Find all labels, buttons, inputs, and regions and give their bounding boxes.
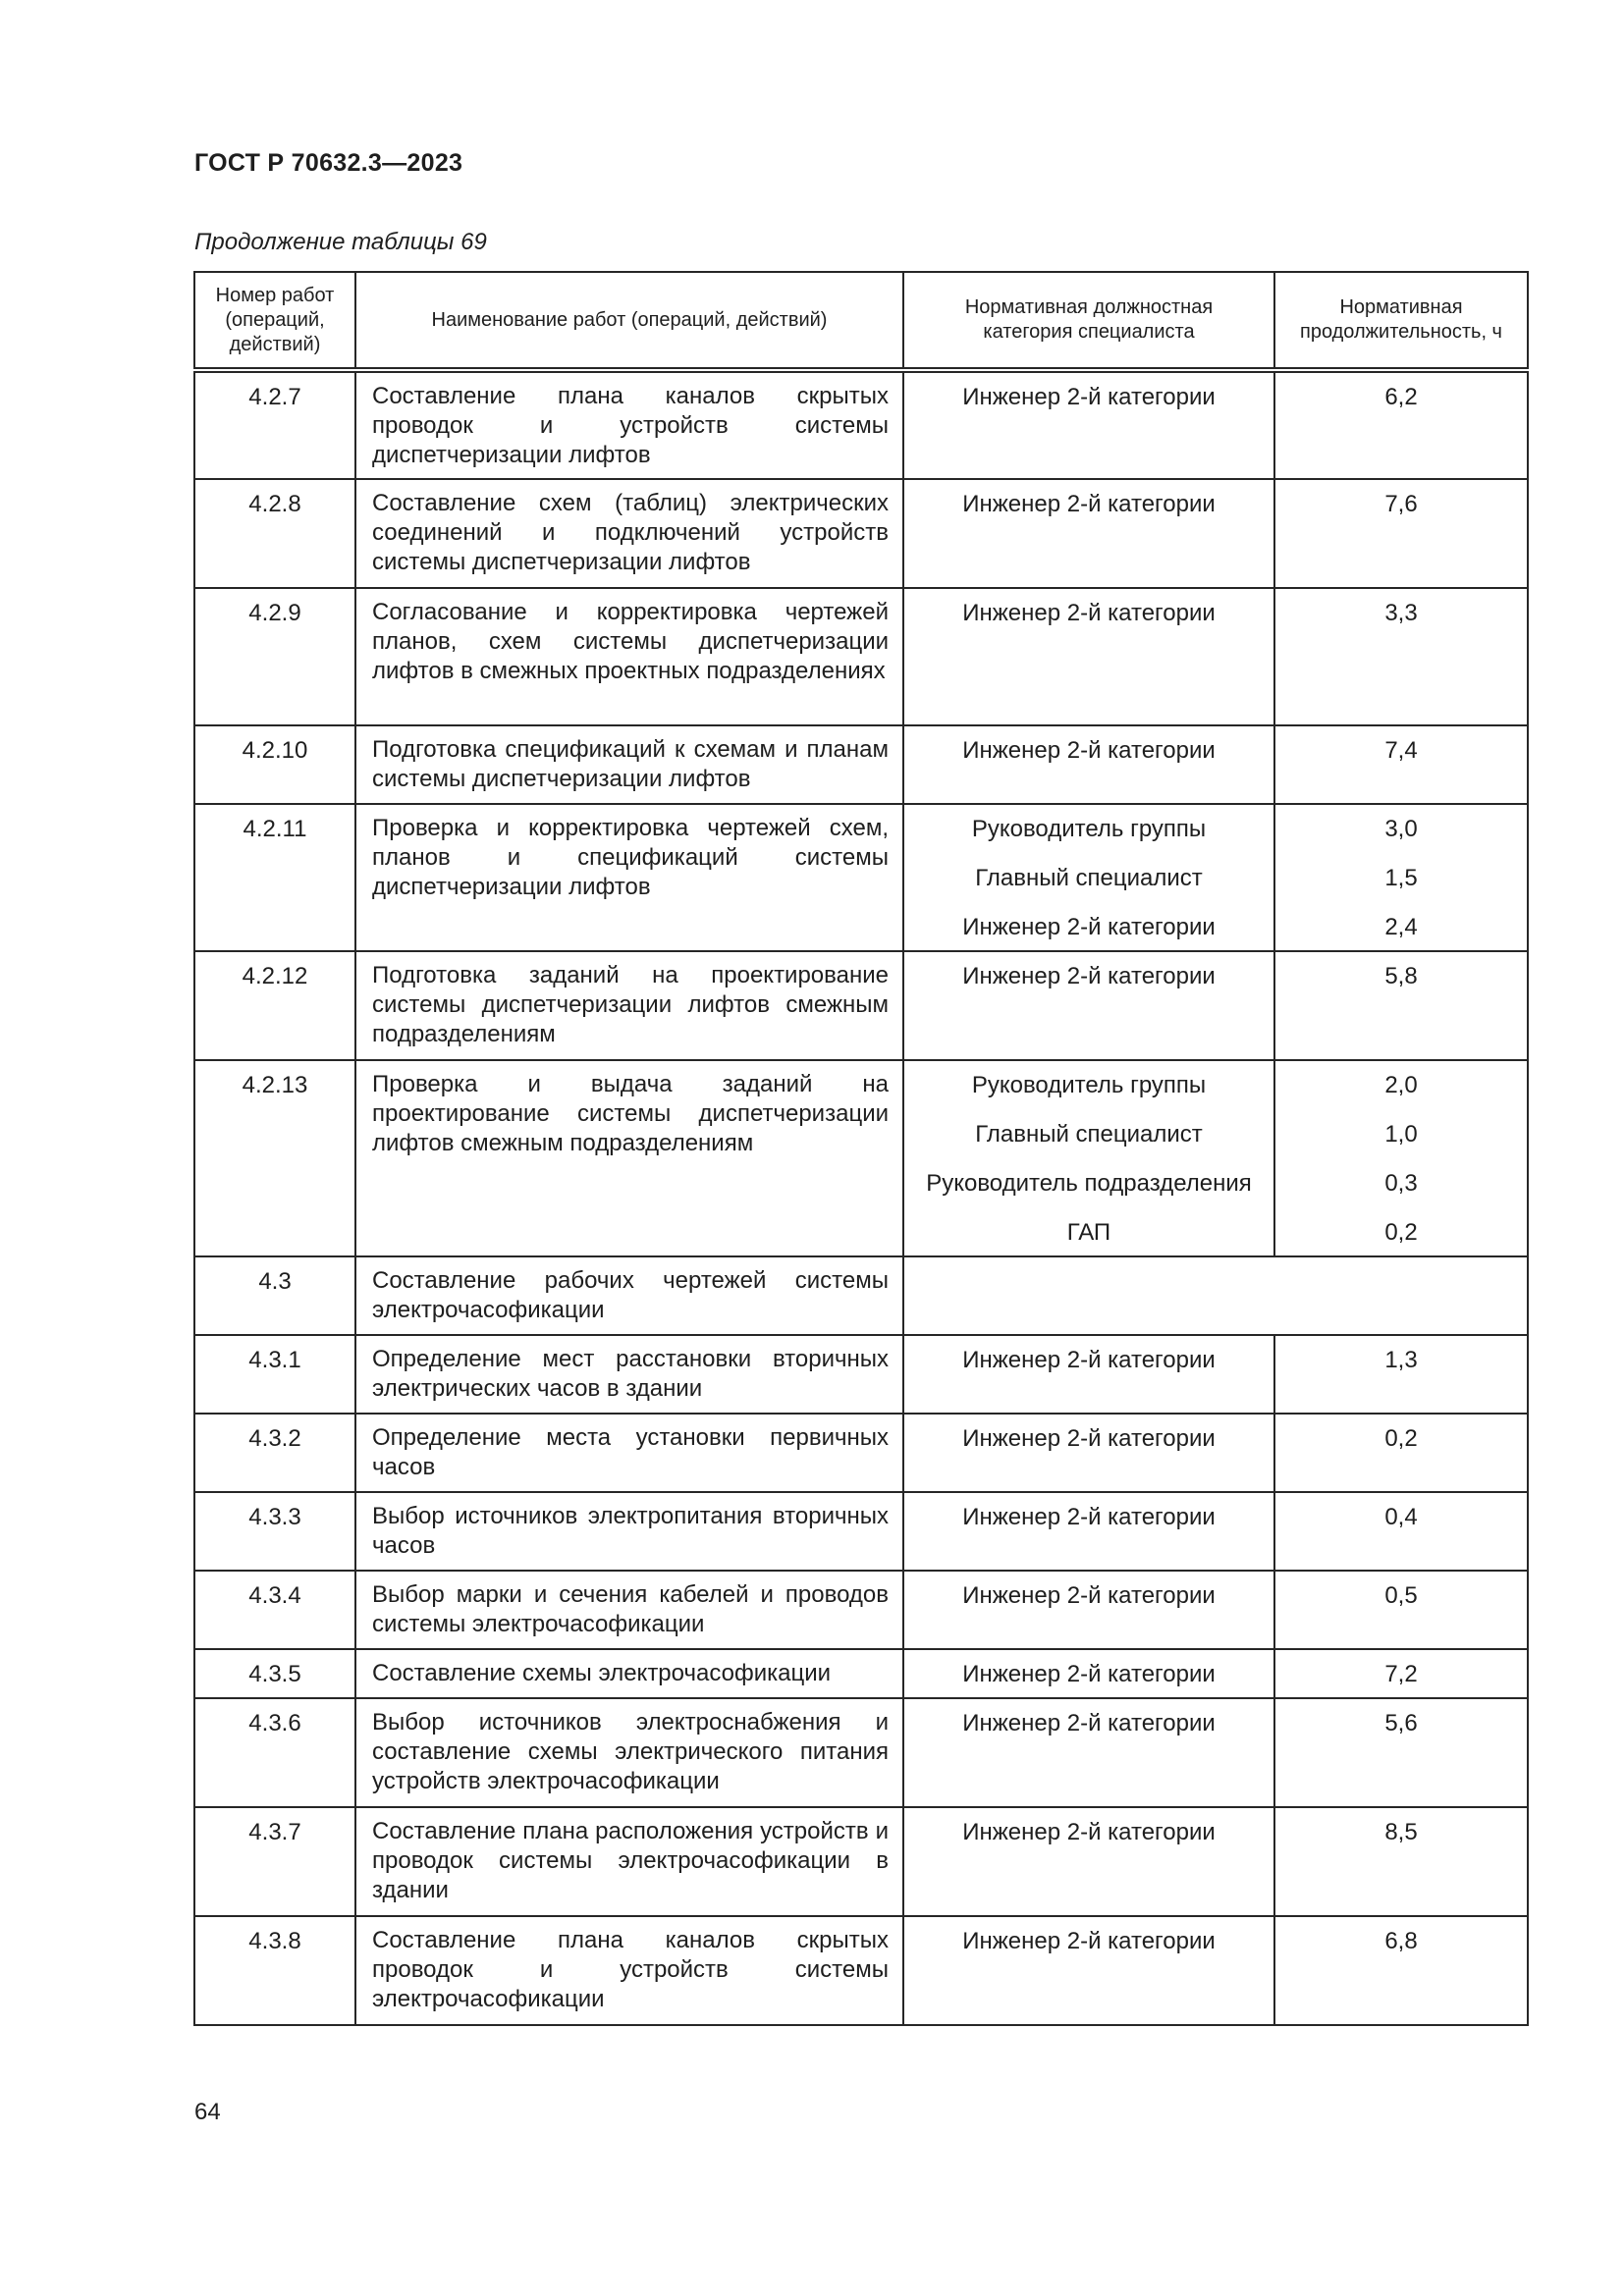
work-number: 4.3.6 [194,1698,355,1807]
specialist-category-line: Инженер 2-й категории [962,914,1216,940]
duration-hours [1274,370,1528,479]
specialist-category-line: Руководитель подразделения [926,1170,1252,1197]
table-row [194,1571,1528,1649]
work-number: 4.3.2 [194,1414,355,1492]
work-name: Выбор источников электропитания вторичных часов [355,1492,903,1571]
document-header: ГОСТ Р 70632.3—2023 [194,149,463,177]
work-number: 4.3 [194,1256,355,1335]
specialist-category-line: Главный специалист [975,1121,1203,1148]
table-section-row [194,1256,1528,1335]
duration-hours-line: 8,5 [1384,1819,1418,1845]
work-number: 4.2.12 [194,951,355,1060]
duration-hours [1274,479,1528,588]
specialist-category [903,1414,1274,1492]
work-number: 4.2.8 [194,479,355,588]
table-row [194,1649,1528,1698]
duration-hours-line: 1,0 [1384,1121,1418,1148]
table-row [194,479,1528,588]
work-name: Составление схемы электрочасофикации [355,1649,903,1698]
work-name: Подготовка заданий на проектирование системы диспетчеризации лифтов смежным подразделениям [355,951,903,1060]
table-row [194,1492,1528,1571]
work-name: Составление плана расположения устройств и проводок системы электрочасофикации в здании [355,1807,903,1916]
duration-hours-line: 7,4 [1384,737,1418,764]
specialist-category-line: Инженер 2-й категории [962,1928,1216,1954]
duration-hours-line: 0,2 [1384,1425,1418,1452]
work-name: Согласование и корректировка чертежей планов, схем системы диспетчеризации лифтов в смежных проектных подразделениях [355,588,903,725]
duration-hours-line: 5,6 [1384,1710,1418,1736]
specialist-category-line: Инженер 2-й категории [962,1710,1216,1736]
duration-hours-line: 0,4 [1384,1504,1418,1530]
duration-hours-line: 0,5 [1384,1582,1418,1609]
work-number: 4.3.8 [194,1916,355,2025]
duration-hours-line: 2,4 [1384,914,1418,940]
work-name: Проверка и выдача заданий на проектирование системы диспетчеризации лифтов смежным подразделениям [355,1060,903,1256]
work-number: 4.3.4 [194,1571,355,1649]
table-row [194,725,1528,804]
empty-merged-cell [903,1256,1528,1335]
duration-hours [1274,588,1528,725]
work-number: 4.2.10 [194,725,355,804]
table-caption: Продолжение таблицы 69 [194,229,487,255]
column-header-number: Номер работ (операций, действий) [194,272,355,370]
column-header-category: Нормативная должностная категория специалиста [903,272,1274,370]
duration-hours-line: 1,3 [1384,1347,1418,1373]
specialist-category [903,725,1274,804]
column-header-duration: Нормативная продолжительность, ч [1274,272,1528,370]
specialist-category-line: Инженер 2-й категории [962,737,1216,764]
specialist-category [903,1492,1274,1571]
norms-table [193,271,1529,2026]
duration-hours [1274,1335,1528,1414]
specialist-category-line: ГАП [1066,1219,1111,1246]
specialist-category-line: Инженер 2-й категории [962,1582,1216,1609]
work-name: Составление рабочих чертежей системы электрочасофикации [355,1256,903,1335]
specialist-category-line: Инженер 2-й категории [962,1661,1216,1687]
work-name: Проверка и корректировка чертежей схем, планов и спецификаций системы диспетчеризации лифтов [355,804,903,951]
specialist-category-line: Инженер 2-й категории [962,963,1216,989]
duration-hours-line: 0,2 [1384,1219,1418,1246]
work-number: 4.3.5 [194,1649,355,1698]
work-name: Определение места установки первичных часов [355,1414,903,1492]
specialist-category-line: Инженер 2-й категории [962,1347,1216,1373]
page-number: 64 [194,2099,221,2125]
work-number: 4.2.9 [194,588,355,725]
work-number: 4.2.13 [194,1060,355,1256]
table-row [194,804,1528,951]
specialist-category [903,1060,1274,1256]
work-name: Составление плана каналов скрытых проводок и устройств системы диспетчеризации лифтов [355,370,903,479]
work-name: Составление плана каналов скрытых проводок и устройств системы электрочасофикации [355,1916,903,2025]
duration-hours [1274,1698,1528,1807]
specialist-category [903,370,1274,479]
duration-hours [1274,1807,1528,1916]
specialist-category [903,1807,1274,1916]
specialist-category-line: Инженер 2-й категории [962,1425,1216,1452]
duration-hours-line: 3,3 [1384,600,1418,626]
specialist-category-line: Инженер 2-й категории [962,384,1216,410]
specialist-category [903,1916,1274,2025]
specialist-category [903,804,1274,951]
specialist-category [903,588,1274,725]
duration-hours [1274,804,1528,951]
duration-hours-line: 2,0 [1384,1072,1418,1098]
duration-hours [1274,1060,1528,1256]
duration-hours [1274,951,1528,1060]
duration-hours [1274,1414,1528,1492]
duration-hours [1274,1571,1528,1649]
duration-hours [1274,1492,1528,1571]
specialist-category [903,1571,1274,1649]
work-name: Выбор источников электроснабжения и составление схемы электрического питания устройств электрочасофикации [355,1698,903,1807]
work-number: 4.3.1 [194,1335,355,1414]
duration-hours-line: 1,5 [1384,865,1418,891]
table-header-row [194,272,1528,370]
work-number: 4.2.7 [194,370,355,479]
duration-hours [1274,725,1528,804]
table-row [194,1698,1528,1807]
specialist-category-line: Главный специалист [975,865,1203,891]
specialist-category-line: Руководитель группы [971,816,1207,842]
duration-hours-line: 0,3 [1384,1170,1418,1197]
specialist-category [903,1649,1274,1698]
table-body [194,370,1528,2025]
table-row [194,1916,1528,2025]
specialist-category [903,1698,1274,1807]
duration-hours [1274,1916,1528,2025]
specialist-category [903,951,1274,1060]
duration-hours-line: 5,8 [1384,963,1418,989]
work-number: 4.3.7 [194,1807,355,1916]
duration-hours-line: 3,0 [1384,816,1418,842]
specialist-category-line: Инженер 2-й категории [962,491,1216,517]
duration-hours-line: 6,2 [1384,384,1418,410]
work-name: Подготовка спецификаций к схемам и планам системы диспетчеризации лифтов [355,725,903,804]
specialist-category [903,1335,1274,1414]
work-number: 4.2.11 [194,804,355,951]
specialist-category [903,479,1274,588]
work-name: Выбор марки и сечения кабелей и проводов системы электрочасофикации [355,1571,903,1649]
specialist-category-line: Руководитель группы [971,1072,1207,1098]
duration-hours-line: 6,8 [1384,1928,1418,1954]
table-row [194,1414,1528,1492]
work-name: Определение мест расстановки вторичных электрических часов в здании [355,1335,903,1414]
duration-hours-line: 7,2 [1384,1661,1418,1687]
table-row [194,588,1528,725]
work-name: Составление схем (таблиц) электрических соединений и подключений устройств системы диспетчеризации лифтов [355,479,903,588]
table-row [194,370,1528,479]
column-header-name: Наименование работ (операций, действий) [355,272,903,370]
specialist-category-line: Инженер 2-й категории [962,600,1216,626]
table-row [194,1060,1528,1256]
specialist-category-line: Инженер 2-й категории [962,1819,1216,1845]
table-row [194,1807,1528,1916]
table-row [194,951,1528,1060]
duration-hours-line: 7,6 [1384,491,1418,517]
work-number: 4.3.3 [194,1492,355,1571]
table-row [194,1335,1528,1414]
duration-hours [1274,1649,1528,1698]
specialist-category-line: Инженер 2-й категории [962,1504,1216,1530]
